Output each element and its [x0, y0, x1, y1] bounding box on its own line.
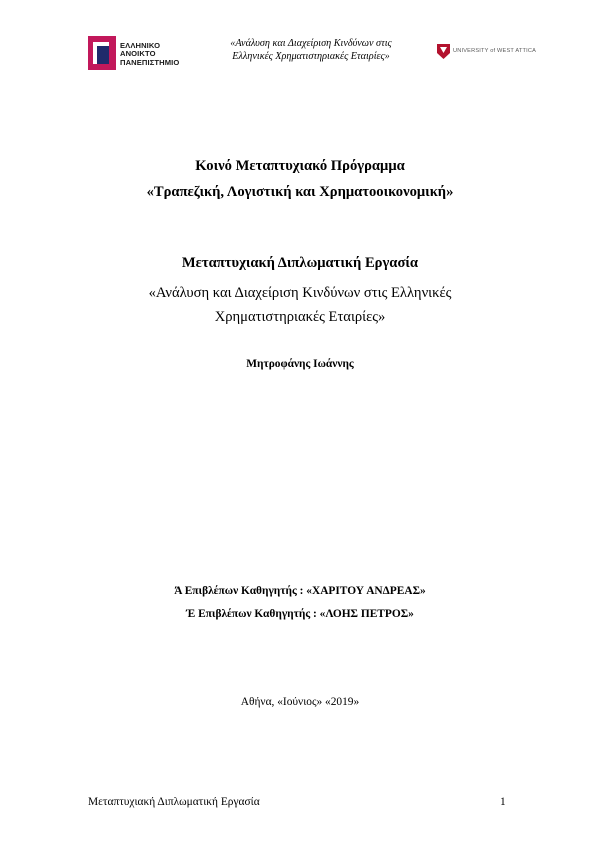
running-header-line-2: Ελληνικές Χρηματιστηριακές Εταιρίες» — [232, 51, 390, 62]
first-supervisor: Ά Επιβλέπων Καθηγητής : «ΧΑΡΙΤΟΥ ΑΝΔΡΕΑΣ» — [174, 585, 426, 597]
thesis-title-line-2: Χρηματιστηριακές Εταιρίες» — [214, 309, 386, 325]
hou-logo — [88, 36, 188, 72]
uwa-logo — [437, 44, 537, 60]
date-place: Αθήνα, «Ιούνιος» «2019» — [240, 696, 360, 708]
university-logo-text: UNIVERSITY of WEST ATTICA — [453, 48, 537, 54]
second-supervisor: Έ Επιβλέπων Καθηγητής : «ΛΟΗΣ ΠΕΤΡΟΣ» — [186, 608, 414, 620]
running-header-title — [196, 37, 426, 63]
author-name: Μητροφάνης Ιωάννης — [246, 358, 354, 370]
university-logo-icon — [437, 44, 450, 59]
running-header-line-1: «Ανάλυση και Διαχείριση Κινδύνων στις — [230, 38, 392, 49]
page-number: 1 — [500, 796, 506, 808]
footer-text: Μεταπτυχιακή Διπλωματική Εργασία — [88, 796, 260, 808]
program-title: Κοινό Μεταπτυχιακό Πρόγραμμα — [195, 158, 405, 174]
hou-logo-icon — [88, 36, 116, 70]
thesis-label: Μεταπτυχιακή Διπλωματική Εργασία — [181, 255, 419, 271]
hou-logo-text: ΕΛΛΗΝΙΚΟ ΑΝΟΙΚΤΟ ΠΑΝΕΠΙΣΤΗΜΙΟ — [120, 41, 180, 67]
thesis-title-line-1: «Ανάλυση και Διαχείριση Κινδύνων στις Ελληνικές — [148, 285, 452, 301]
program-subtitle: «Τραπεζική, Λογιστική και Χρηματοοικονομική» — [146, 184, 454, 200]
thesis-title — [60, 281, 540, 329]
